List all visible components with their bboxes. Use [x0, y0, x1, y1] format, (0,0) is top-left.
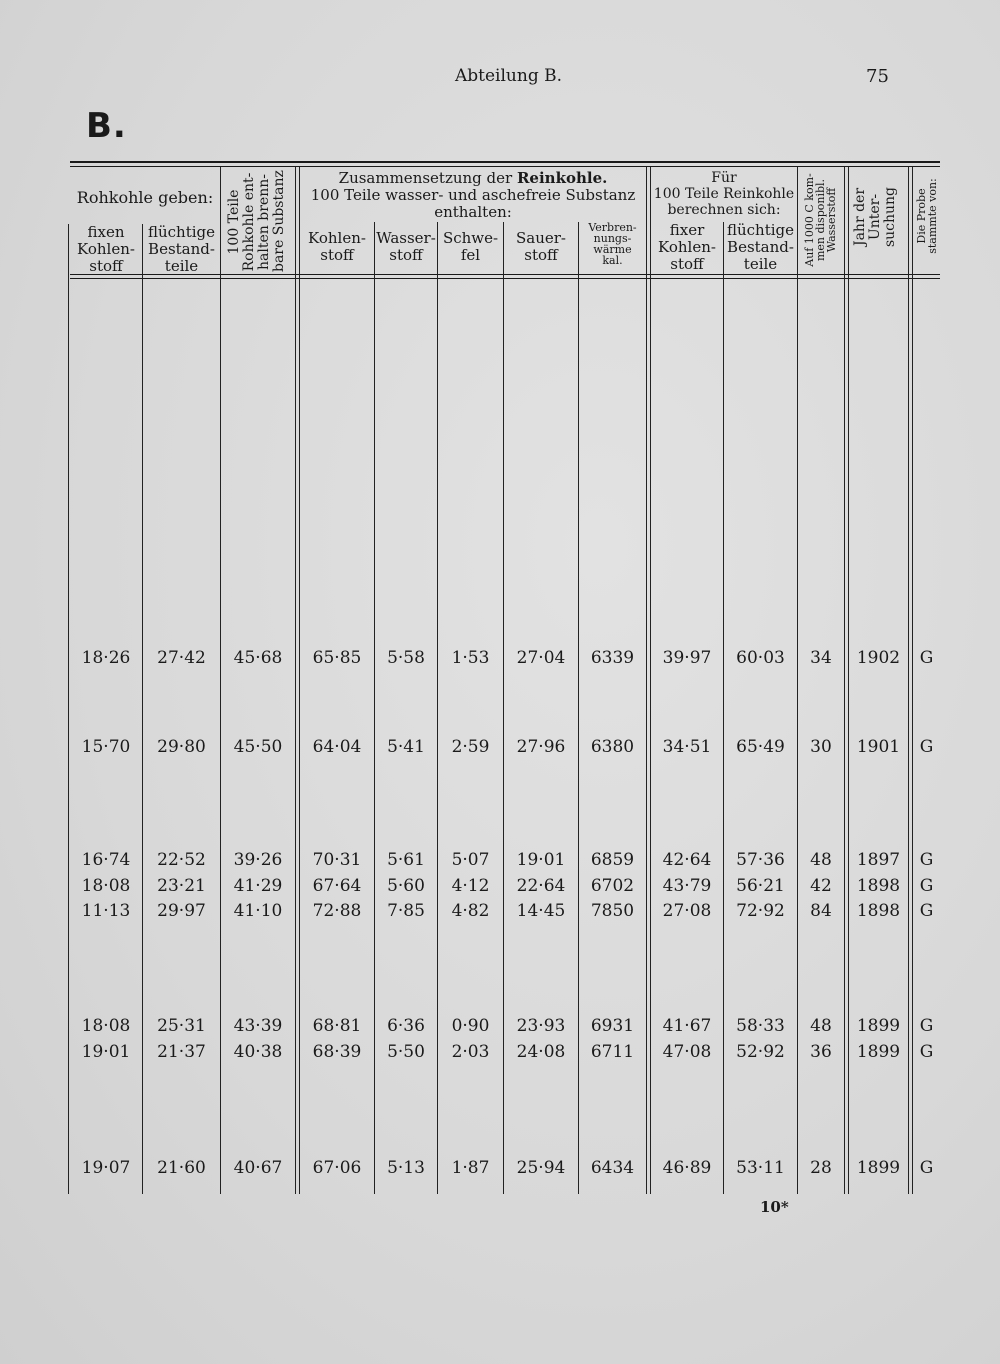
table-cell: G: [919, 1016, 934, 1036]
col-line: [650, 167, 651, 1194]
table-cell: 19·01: [516, 850, 566, 870]
top-rule-thick: [70, 161, 940, 163]
signature-mark: 10*: [760, 1198, 789, 1216]
table-cell: 6·36: [387, 1016, 425, 1036]
header-fixer-kohlenstoff: fixer Kohlen- stoff: [658, 221, 716, 273]
table-row: [0, 736, 1000, 758]
table-cell: 68·39: [312, 1042, 362, 1062]
table-cell: 22·52: [157, 850, 206, 870]
table-cell: 39·97: [662, 648, 712, 668]
header-fluechtige-bestandteile: flüchtige Bestand- teile: [147, 223, 216, 275]
header-probe: Die Probe stammte von:: [915, 178, 939, 254]
table-cell: 65·85: [312, 648, 362, 668]
table-cell: 6859: [590, 850, 635, 870]
table-row: [0, 647, 1000, 669]
table-cell: 41·10: [233, 901, 283, 921]
col-line: [299, 167, 300, 1194]
table-cell: 45·68: [233, 648, 283, 668]
table-cell: 40·67: [233, 1158, 283, 1178]
table-cell: 6380: [590, 737, 635, 757]
table-cell: 27·04: [516, 648, 566, 668]
table-cell: 2·03: [451, 1042, 490, 1062]
header-verbrennungswaerme: Verbren- nungs- wärme kal.: [588, 221, 637, 267]
table-cell: 27·96: [516, 737, 566, 757]
header-schwefel: Schwe- fel: [442, 229, 499, 264]
table-cell: 56·21: [736, 876, 785, 896]
table-cell: 1901: [856, 737, 901, 757]
table-cell: 6702: [590, 876, 635, 896]
table-cell: 25·94: [516, 1158, 566, 1178]
col-line: [797, 167, 798, 1194]
table-cell: 5·07: [451, 850, 490, 870]
table-cell: 29·97: [157, 901, 206, 921]
col-line: [295, 167, 296, 1194]
table-cell: 48: [810, 1016, 832, 1036]
table-cell: 1899: [856, 1016, 901, 1036]
header-wasserstoff: Wasser- stoff: [376, 229, 436, 264]
table-cell: 45·50: [233, 737, 283, 757]
table-cell: 34: [810, 648, 832, 668]
table-cell: 72·92: [736, 901, 785, 921]
table-cell: 58·33: [736, 1016, 785, 1036]
table-cell: 43·79: [662, 876, 712, 896]
table-cell: 5·58: [387, 648, 425, 668]
table-cell: 21·37: [157, 1042, 206, 1062]
table-cell: 1·53: [451, 648, 490, 668]
header-bottom-rule-2: [70, 278, 940, 279]
col-line: [844, 167, 845, 1194]
table-cell: 60·03: [736, 648, 785, 668]
header-kohlenstoff: Kohlen- stoff: [308, 229, 366, 264]
table-cell: 25·31: [157, 1016, 206, 1036]
table-cell: 57·36: [736, 850, 785, 870]
table-cell: 64·04: [312, 737, 362, 757]
table-cell: 5·61: [387, 850, 425, 870]
table-cell: 1898: [856, 876, 901, 896]
table-cell: 7850: [590, 901, 635, 921]
table-cell: 43·39: [233, 1016, 283, 1036]
table-cell: 42·64: [662, 850, 712, 870]
table-cell: 67·64: [312, 876, 362, 896]
table-cell: 39·26: [233, 850, 283, 870]
section-letter: B.: [86, 106, 127, 146]
table-cell: 1897: [856, 850, 901, 870]
table-cell: 1899: [856, 1042, 901, 1062]
table-cell: 72·88: [312, 901, 362, 921]
table-row: [0, 849, 1000, 871]
table-row: [0, 1015, 1000, 1037]
table-cell: 23·93: [516, 1016, 566, 1036]
page-number: 75: [866, 66, 889, 87]
table-cell: 65·49: [736, 737, 785, 757]
table-cell: G: [919, 737, 934, 757]
table-cell: 1899: [856, 1158, 901, 1178]
table-cell: G: [919, 1042, 934, 1062]
header-brennbare-substanz: 100 Teile Rohkohle ent- halten brenn- bare Substanz: [226, 170, 287, 272]
group-header-fuer: Für 100 Teile Reinkohle berechnen sich:: [653, 170, 795, 218]
table-cell: 4·12: [451, 876, 490, 896]
table-cell: G: [919, 1158, 934, 1178]
table-cell: 11·13: [81, 901, 131, 921]
running-header: Abteilung B.: [455, 66, 563, 86]
col-line: [912, 167, 913, 1194]
col-line: [908, 167, 909, 1194]
header-fixen-kohlenstoff: fixen Kohlen- stoff: [77, 223, 135, 275]
table-cell: 41·29: [233, 876, 283, 896]
table-cell: 7·85: [387, 901, 425, 921]
header-jahr: Jahr der Unter- suchung: [852, 186, 898, 248]
table-cell: 18·08: [81, 876, 131, 896]
table-cell: 84: [810, 901, 832, 921]
table-cell: 67·06: [312, 1158, 362, 1178]
table-cell: 14·45: [516, 901, 566, 921]
table-row: [0, 900, 1000, 922]
table-cell: 28: [810, 1158, 832, 1178]
table-cell: 29·80: [157, 737, 206, 757]
table-cell: 2·59: [451, 737, 490, 757]
table-cell: G: [919, 901, 934, 921]
table-cell: 16·74: [81, 850, 131, 870]
table-cell: 47·08: [662, 1042, 712, 1062]
col-line: [220, 167, 221, 1194]
table-row: [0, 1157, 1000, 1179]
header-sauerstoff: Sauer- stoff: [516, 229, 566, 264]
table-cell: 5·41: [387, 737, 425, 757]
header-fluechtige-bestandteile-2: flüchtige Bestand- teile: [726, 221, 795, 273]
table-cell: 1898: [856, 901, 901, 921]
table-cell: 5·60: [387, 876, 425, 896]
table-cell: 1·87: [451, 1158, 490, 1178]
table-cell: 6711: [590, 1042, 635, 1062]
table-cell: 42: [810, 876, 832, 896]
header-disponibler-wasserstoff: Auf 1000 C kom- men disponibl. Wasserstoff: [803, 173, 838, 267]
group-header-reinkohle: Zusammensetzung der Reinkohle. 100 Teile wasser- und aschefreie Substanz enthalten:: [310, 169, 636, 221]
table-cell: 52·92: [736, 1042, 785, 1062]
table-cell: 46·89: [662, 1158, 712, 1178]
col-line: [848, 167, 849, 1194]
col-line: [646, 167, 647, 1194]
table-cell: 6434: [590, 1158, 635, 1178]
table-cell: 48: [810, 850, 832, 870]
table-cell: 19·01: [81, 1042, 131, 1062]
table-cell: 19·07: [81, 1158, 131, 1178]
table-cell: 41·67: [662, 1016, 712, 1036]
table-cell: 5·13: [387, 1158, 425, 1178]
top-rule-thin: [70, 166, 940, 167]
table-cell: 4·82: [451, 901, 490, 921]
table-cell: 6339: [590, 648, 635, 668]
table-cell: 1902: [856, 648, 901, 668]
table-cell: 21·60: [157, 1158, 206, 1178]
table-row: [0, 1041, 1000, 1063]
group-header-rohkohle: Rohkohle geben:: [76, 188, 214, 207]
table-cell: 5·50: [387, 1042, 425, 1062]
table-cell: 53·11: [736, 1158, 785, 1178]
table-cell: 40·38: [233, 1042, 283, 1062]
table-cell: G: [919, 850, 934, 870]
table-cell: 0·90: [451, 1016, 490, 1036]
table-cell: G: [919, 648, 934, 668]
table-cell: 30: [810, 737, 832, 757]
table-cell: 6931: [590, 1016, 635, 1036]
table-cell: 34·51: [662, 737, 712, 757]
table-cell: 22·64: [516, 876, 566, 896]
table-row: [0, 875, 1000, 897]
table-cell: 24·08: [516, 1042, 566, 1062]
table-cell: G: [919, 876, 934, 896]
table-cell: 27·08: [662, 901, 712, 921]
table-cell: 36: [810, 1042, 832, 1062]
table-cell: 18·26: [81, 648, 131, 668]
table-cell: 18·08: [81, 1016, 131, 1036]
table-cell: 70·31: [312, 850, 362, 870]
table-cell: 27·42: [157, 648, 206, 668]
table-cell: 15·70: [81, 737, 131, 757]
table-cell: 68·81: [312, 1016, 362, 1036]
table-cell: 23·21: [157, 876, 206, 896]
